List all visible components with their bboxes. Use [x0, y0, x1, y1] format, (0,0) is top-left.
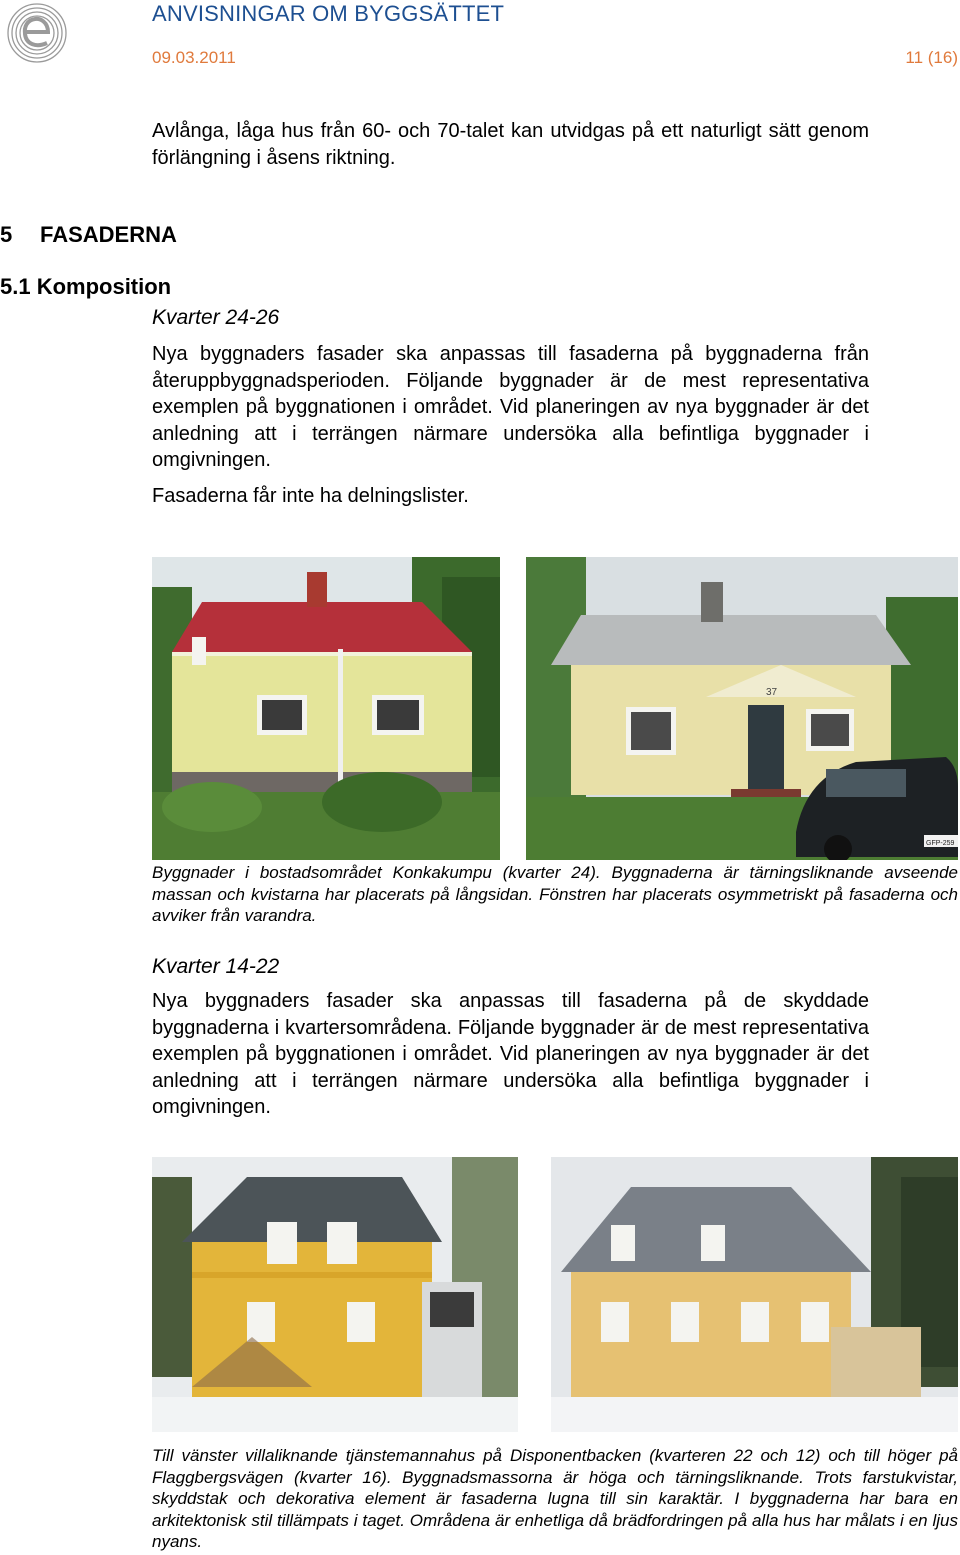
car-license-plate: GFP-259 [926, 840, 955, 847]
block1-note: Fasaderna får inte ha delningslister. [152, 485, 469, 507]
document-date: 09.03.2011 [152, 48, 236, 67]
block2-paragraph: Nya byggnaders fasader ska anpassas till fasaderna på de skyddade byggnaderna i kvartersområdena. Följande byggnader är de mest representativa exemplen på byggnationen i området. Vid planeringen av nya byggnader är det anledning att i terrängen närmare undersöka alla befintliga byggnader i omgivningen. [152, 990, 869, 1119]
house-number: 37 [766, 687, 778, 698]
document-title: ANVISNINGAR OM BYGGSÄTTET [152, 1, 505, 26]
section-heading [0, 222, 177, 248]
circled-e-logo-icon [4, 2, 70, 64]
block1-caption: Byggnader i bostadsområdet Konkakumpu (kvarter 24). Byggnaderna är tärningsliknande avseende massan och kvistarna har placerats på långsidan. Fönstren har placerats osymmetriskt på fasaderna och avviker från varandra. [152, 863, 958, 925]
block2-caption: Till vänster villaliknande tjänstemannahus på Disponentbacken (kvarteren 22 och 12) och till höger på Flaggbergsvägen (kvarter 16). Byggnadsmassorna är höga och tärningsliknande. Trots farstukvistar, skyddstak och dekorativa element är fasaderna lugna till sin karaktär. I byggnaderna har bara en arkitektonisk stil tillämpats i taget. Områdena är enhetliga då brädfordringen på alla hus har målats i en ljus nyans. [152, 1446, 958, 1551]
photo-ochre-villa [152, 1157, 518, 1432]
photo-ochre-house-winter [551, 1157, 958, 1432]
block2-heading: Kvarter 14-22 [152, 955, 280, 978]
photo-yellow-house-red-roof [152, 557, 500, 860]
block1-heading: Kvarter 24-26 [152, 306, 280, 329]
photo-cream-house-with-car [526, 557, 958, 860]
subsection-heading: 5.1 Komposition [0, 274, 172, 299]
block1-paragraph: Nya byggnaders fasader ska anpassas till fasaderna på byggnaderna från återuppbyggnadsperioden. Följande byggnader är de mest representativa exemplen på byggnationen i området. Vid planeringen av nya byggnader är det anledning att i terrängen närmare undersöka alla befintliga byggnader i omgivningen. [152, 343, 869, 472]
intro-paragraph: Avlånga, låga hus från 60- och 70-talet kan utvidgas på ett naturligt sätt genom förlängning i åsens riktning. [152, 120, 869, 169]
section-title: FASADERNA [40, 222, 177, 247]
page-number: 11 (16) [905, 48, 958, 67]
section-number: 5 [0, 222, 13, 247]
